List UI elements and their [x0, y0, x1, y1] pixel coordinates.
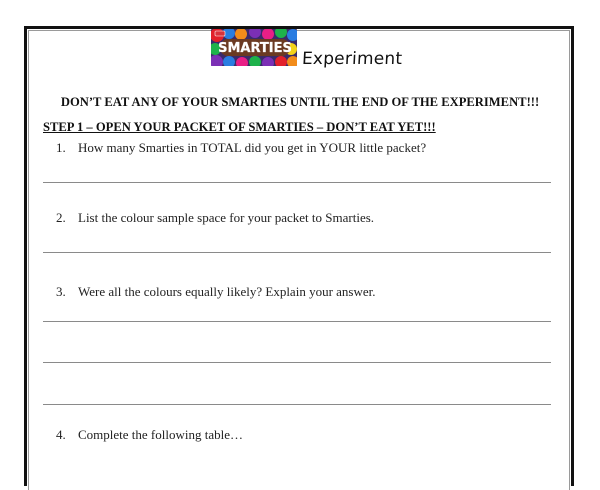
smarties-logo	[211, 29, 297, 66]
answer-line-q2[interactable]	[43, 252, 551, 253]
answer-line-q1[interactable]	[43, 182, 551, 183]
answer-line-q3-1[interactable]	[43, 321, 551, 322]
warning-banner: DON’T EAT ANY OF YOUR SMARTIES UNTIL THE END OF THE EXPERIMENT!!!	[60, 95, 540, 109]
question-4	[56, 427, 243, 443]
question-number: 3.	[56, 284, 66, 299]
answer-line-q3-2[interactable]	[43, 362, 551, 363]
step-1-heading: STEP 1 – OPEN YOUR PACKET OF SMARTIES – DON’T EAT YET!!!	[43, 120, 436, 134]
question-text: List the colour sample space for your packet to Smarties.	[78, 210, 375, 225]
question-number: 2.	[56, 210, 66, 225]
question-text: Were all the colours equally likely? Explain your answer.	[78, 284, 376, 299]
answer-line-q3-3[interactable]	[43, 404, 551, 405]
question-number: 4.	[56, 427, 66, 442]
question-3	[56, 284, 376, 300]
smarties-logo-icon	[211, 29, 297, 66]
svg-text:SMARTIES: SMARTIES	[218, 41, 292, 56]
question-text: Complete the following table…	[78, 427, 243, 442]
question-1	[56, 140, 426, 156]
question-2	[56, 210, 374, 226]
question-text: How many Smarties in TOTAL did you get in YOUR little packet?	[78, 140, 427, 155]
question-number: 1.	[56, 140, 66, 155]
page-title: Experiment	[301, 49, 403, 69]
